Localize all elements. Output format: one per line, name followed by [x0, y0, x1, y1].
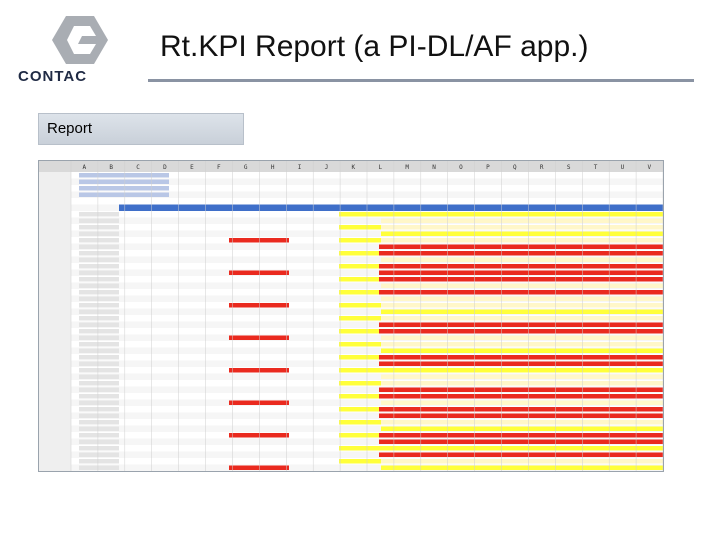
row-label-cell — [79, 381, 119, 386]
row-label-cell — [79, 453, 119, 458]
alert-cell — [229, 303, 289, 308]
row-label-cell — [79, 375, 119, 380]
value-cell — [381, 258, 663, 263]
column-header: R — [539, 164, 544, 171]
column-header: T — [593, 164, 598, 171]
column-header: Q — [513, 164, 517, 171]
row-label-cell — [79, 362, 119, 367]
column-header: I — [297, 164, 302, 171]
row-label-cell — [79, 232, 119, 237]
column-header: A — [82, 164, 87, 171]
row-label-cell — [79, 323, 119, 328]
alarm-cell — [379, 251, 663, 256]
status-cell — [339, 277, 381, 282]
column-header: N — [432, 164, 436, 171]
row-label-cell — [79, 245, 119, 250]
alarm-cell — [379, 323, 663, 328]
status-cell — [339, 459, 381, 464]
value-cell — [381, 238, 663, 243]
report-button[interactable] — [38, 113, 244, 145]
column-header: F — [217, 164, 221, 171]
status-cell — [339, 251, 381, 256]
column-header: E — [190, 164, 194, 171]
alarm-cell — [379, 277, 663, 282]
status-cell — [339, 368, 381, 373]
row-label-cell — [79, 420, 119, 425]
row-label-cell — [79, 407, 119, 412]
value-cell — [381, 303, 663, 308]
info-cell — [79, 193, 169, 198]
status-cell — [339, 407, 381, 412]
row-number-gutter — [39, 172, 71, 471]
status-cell — [339, 381, 381, 386]
alert-cell — [229, 336, 289, 341]
column-header: M — [405, 164, 409, 171]
alarm-cell — [379, 264, 663, 269]
alarm-cell — [379, 453, 663, 458]
row-label-cell — [79, 310, 119, 315]
status-cell — [339, 394, 381, 399]
alarm-cell — [379, 407, 663, 412]
column-header: D — [163, 164, 167, 171]
status-cell — [339, 316, 381, 321]
value-cell — [381, 284, 663, 289]
value-cell — [381, 459, 663, 464]
column-header: K — [351, 164, 356, 171]
column-header: G — [243, 164, 248, 171]
row-label-cell — [79, 459, 119, 464]
spreadsheet-screenshot — [38, 160, 664, 472]
logo-text: CONTAC — [18, 68, 88, 85]
row-label-cell — [79, 388, 119, 393]
value-cell — [381, 375, 663, 380]
alarm-cell — [379, 388, 663, 393]
column-header: U — [620, 164, 625, 171]
value-cell — [381, 466, 663, 471]
status-cell — [339, 212, 381, 217]
column-header: B — [109, 164, 113, 171]
status-cell — [339, 342, 381, 347]
column-header: J — [324, 164, 329, 171]
row-label-cell — [79, 446, 119, 451]
alert-cell — [229, 271, 289, 276]
row-label-cell — [79, 238, 119, 243]
row-label-cell — [79, 258, 119, 263]
info-cell — [79, 173, 169, 178]
value-cell — [381, 401, 663, 406]
value-cell — [381, 349, 663, 354]
status-cell — [339, 433, 381, 438]
row-label-cell — [79, 271, 119, 276]
column-header: S — [566, 164, 571, 171]
alarm-cell — [379, 394, 663, 399]
row-label-cell — [79, 225, 119, 230]
value-cell — [381, 310, 663, 315]
alert-cell — [229, 433, 289, 438]
title-divider — [148, 79, 694, 82]
status-cell — [339, 329, 381, 334]
row-label-cell — [79, 440, 119, 445]
sheet-row-header-band — [119, 205, 663, 212]
alarm-cell — [379, 362, 663, 367]
row-label-cell — [79, 329, 119, 334]
value-cell — [381, 232, 663, 237]
spreadsheet-grid — [39, 161, 663, 471]
row-label-cell — [79, 427, 119, 432]
value-cell — [381, 316, 663, 321]
column-header: C — [136, 164, 140, 171]
row-label-cell — [79, 466, 119, 471]
column-header: H — [270, 164, 275, 171]
row-label-cell — [79, 316, 119, 321]
row-label-cell — [79, 284, 119, 289]
status-cell — [339, 290, 381, 295]
row-label-cell — [79, 349, 119, 354]
value-cell — [381, 381, 663, 386]
alarm-cell — [379, 433, 663, 438]
status-cell — [339, 446, 381, 451]
contac-logo — [8, 10, 108, 85]
status-cell — [339, 264, 381, 269]
row-label-cell — [79, 290, 119, 295]
row-label-cell — [79, 277, 119, 282]
alarm-cell — [379, 271, 663, 276]
row-label-cell — [79, 342, 119, 347]
row-label-cell — [79, 219, 119, 224]
page-title: Rt.KPI Report (a PI-DL/AF app.) — [160, 30, 589, 63]
row-label-cell — [79, 394, 119, 399]
column-header: O — [459, 164, 463, 171]
report-label: Report — [47, 120, 93, 137]
alarm-cell — [379, 329, 663, 334]
column-header: V — [647, 164, 652, 171]
status-cell — [339, 238, 381, 243]
alarm-cell — [379, 290, 663, 295]
status-cell — [339, 225, 381, 230]
value-cell — [381, 368, 663, 373]
row-label-cell — [79, 355, 119, 360]
row-label-cell — [79, 401, 119, 406]
status-cell — [339, 303, 381, 308]
row-label-cell — [79, 212, 119, 217]
contac-logo-icon — [52, 14, 108, 66]
alert-cell — [229, 368, 289, 373]
row-label-cell — [79, 303, 119, 308]
value-cell — [381, 297, 663, 302]
row-label-cell — [79, 368, 119, 373]
alarm-cell — [379, 440, 663, 445]
info-cell — [79, 180, 169, 185]
value-cell — [381, 420, 663, 425]
value-cell — [381, 212, 663, 217]
status-cell — [339, 420, 381, 425]
column-header: P — [486, 164, 490, 171]
info-cell — [79, 186, 169, 191]
alarm-cell — [379, 414, 663, 419]
alert-cell — [229, 238, 289, 243]
row-label-cell — [79, 297, 119, 302]
row-label-cell — [79, 336, 119, 341]
alarm-cell — [379, 355, 663, 360]
status-cell — [339, 355, 381, 360]
row-label-cell — [79, 264, 119, 269]
value-cell — [381, 219, 663, 224]
row-label-cell — [79, 414, 119, 419]
alarm-cell — [379, 245, 663, 250]
value-cell — [381, 336, 663, 341]
alert-cell — [229, 401, 289, 406]
alert-cell — [229, 466, 289, 471]
value-cell — [381, 225, 663, 230]
value-cell — [381, 342, 663, 347]
row-label-cell — [79, 433, 119, 438]
value-cell — [381, 427, 663, 432]
value-cell — [381, 446, 663, 451]
column-header: L — [378, 164, 383, 171]
row-label-cell — [79, 251, 119, 256]
